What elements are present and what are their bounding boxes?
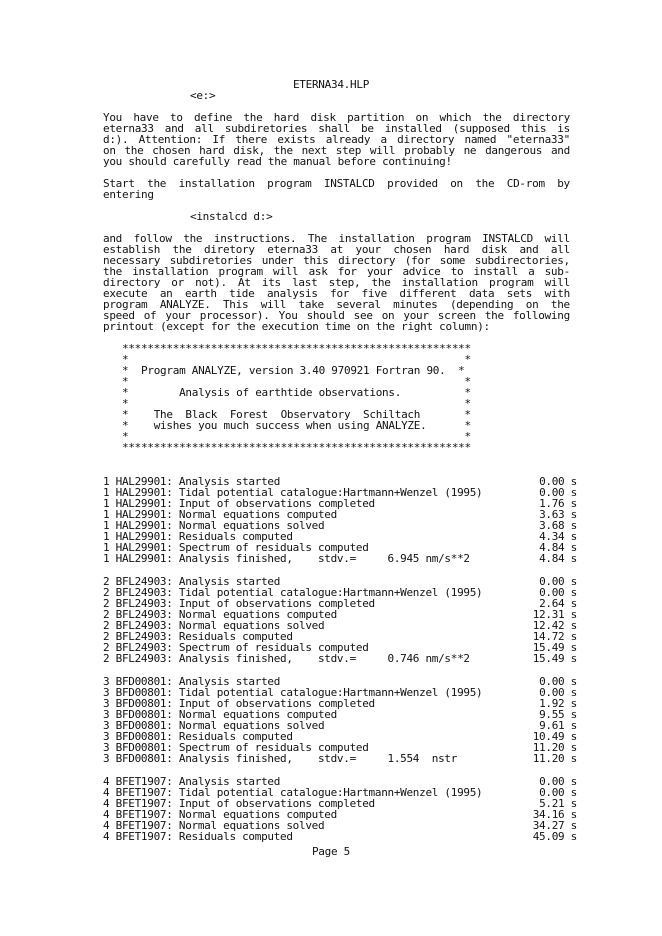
word: the [371,276,391,289]
log-message: 1 HAL29901: Analysis started [103,475,281,488]
word: see [353,309,373,322]
log-time: 15.49 s [532,652,577,665]
word: installation [178,177,255,190]
word: five [361,287,387,300]
word: installed [384,122,442,135]
log-time: 3.63 s [539,508,577,521]
log-time: 12.42 s [532,619,577,632]
word: "eterna33" [506,133,570,146]
word: step [335,144,362,157]
word: If [212,133,226,146]
word: execute [103,287,148,300]
log-message: 4 BFET1907: Analysis started [103,775,281,788]
word: the [484,309,504,322]
word: ne [463,144,477,157]
word: is [557,122,570,135]
word: minutes [393,298,438,311]
paragraph-partition-last-line: you should carefully read the manual before continuing! [103,155,452,168]
word: all [550,243,570,256]
word: the [482,111,502,124]
log-message: 3 BFD00801: Residuals computed [103,730,293,743]
word: diretory [204,243,255,256]
banner-line: * Program ANALYZE, version 3.40 970921 Fortran 90. * [122,364,465,377]
word: the [147,177,167,190]
log-time: 11.20 s [532,741,577,754]
word: will [544,232,570,245]
word: your [366,265,393,278]
word: and [103,232,123,245]
word: subdiretories [169,254,253,267]
word: which [439,111,472,124]
log-message: 4 BFET1907: Normal equations computed [103,808,337,821]
word: d:). [103,133,129,146]
banner-line: * * [122,430,471,443]
word: probably [404,144,455,157]
word: partition [347,111,405,124]
log-message: 4 BFET1907: Normal equations solved [103,819,325,832]
word: will [369,144,396,157]
log-time: 0.00 s [539,575,577,588]
word: the [124,144,144,157]
log-message: 4 BFET1907: Residuals computed [103,830,293,843]
word: (depending [449,298,514,311]
log-time: 4.84 s [539,541,577,554]
log-message: 1 HAL29901: Tidal potential catalogue:Hartmann+Wenzel (1995) [103,486,483,499]
word: for [337,265,357,278]
word: (supposed [452,122,510,135]
word: directory [103,276,161,289]
word: take [298,298,324,311]
word: the [243,111,263,124]
word: You [103,111,123,124]
log-time: 15.49 s [532,641,577,654]
log-time: 4.34 s [539,530,577,543]
word: by [557,177,570,190]
log-time: 0.00 s [539,586,577,599]
log-time: 2.64 s [539,597,577,610]
log-time: 0.00 s [539,486,577,499]
word: program [267,177,312,190]
paragraph-start-install-line [103,178,570,189]
log-time: 9.61 s [539,719,577,732]
banner-line: ******************************************************* [122,441,471,454]
word: named [464,133,497,146]
paragraph-start-install-last-line: entering [103,188,154,201]
word: and [550,144,570,157]
word: your [165,309,191,322]
word: installation [132,265,209,278]
log-message: 2 BFL24903: Analysis started [103,575,281,588]
word: Start [103,177,135,190]
word: provided [387,177,438,190]
word: eterna33 [267,243,318,256]
word: The [307,232,327,245]
banner-line: ******************************************************* [122,342,471,355]
word: the [103,265,123,278]
word: sub- [544,265,570,278]
word: this [303,254,329,267]
word: the [183,232,203,245]
word: next [301,144,327,157]
banner-line: * * [122,353,471,366]
word: processor). [199,309,270,322]
word: disk, [233,144,265,157]
log-time: 34.27 s [532,819,577,832]
word: advice [402,265,441,278]
word: Attention: [138,133,203,146]
log-time: 45.09 s [532,830,577,843]
word: analysis [266,287,318,300]
word: of [143,309,157,322]
word: several [336,298,381,311]
banner-line: * The Black Forest Observatory Schiltach * [122,408,471,421]
log-time: 14.72 s [532,630,577,643]
log-message: 3 BFD00801: Input of observations completed [103,697,375,710]
word: define [194,111,233,124]
word: exists [277,133,316,146]
word: ANALYZE. [159,298,211,311]
word: will [260,298,287,311]
word: the [475,177,495,190]
word: sets [506,287,533,300]
word: program [489,276,534,289]
word: dangerous [485,144,543,157]
word: should [306,309,345,322]
word: INSTALCD [482,232,533,245]
word: its [261,276,281,289]
log-message: 1 HAL29901: Analysis finished, stdv.= 6.945 nm/s**2 [103,552,470,565]
banner-line: * * [122,375,471,388]
word: hard [273,111,300,124]
word: follow [133,232,172,245]
word: your [355,243,381,256]
word: CD-rom [506,177,545,190]
word: installation [338,232,415,245]
log-time: 12.31 s [532,608,577,621]
log-message: 3 BFD00801: Analysis started [103,675,281,688]
word: on [450,177,463,190]
word: directory [397,133,455,146]
log-time: 0.00 s [539,675,577,688]
word: all [194,122,214,135]
log-message: 2 BFL24903: Input of observations completed [103,597,375,610]
word: step, [328,276,361,289]
word: earth [184,287,217,300]
word: installation [401,276,478,289]
word: data [468,287,495,300]
word: will [273,265,299,278]
word: subdiretories [224,122,308,135]
word: following [512,309,570,322]
word: or [171,276,184,289]
word: directory [338,254,396,267]
word: have [133,111,159,124]
word: some [439,254,466,267]
word: already [325,133,371,146]
word: a [380,133,387,146]
log-message: 2 BFL24903: Analysis finished, stdv.= 0.746 nm/s**2 [103,652,470,665]
word: on [415,111,429,124]
word: on [525,298,539,311]
word: disk [310,111,336,124]
log-time: 0.00 s [539,475,577,488]
page-number: Page 5 [311,845,351,858]
word: ask [308,265,328,278]
log-time: 11.20 s [532,752,577,765]
word: chosen [152,144,191,157]
word: not). [195,276,227,289]
log-message: 3 BFD00801: Tidal potential catalogue:Hartmann+Wenzel (1995) [103,686,483,699]
log-message: 1 HAL29901: Spectrum of residuals computed [103,541,369,554]
word: install [473,265,518,278]
word: program [426,232,471,245]
log-time: 0.00 s [539,686,577,699]
word: INSTALCD [323,177,375,190]
word: You [278,309,298,322]
log-message: 3 BFD00801: Normal equations computed [103,708,337,721]
word: last [292,276,318,289]
log-message: 3 BFD00801: Spectrum of residuals computed [103,741,369,754]
word: instructions. [213,232,297,245]
log-message: 1 HAL29901: Input of observations completed [103,497,375,510]
word: the [550,298,570,311]
word: tide [229,287,255,300]
word: with [544,287,570,300]
log-message: 2 BFL24903: Spectrum of residuals computed [103,641,369,654]
log-message: 4 BFET1907: Tidal potential catalogue:Hartmann+Wenzel (1995) [103,786,483,799]
banner-line: * * [122,397,471,410]
word: for [330,287,350,300]
document-title: ETERNA34.HLP [292,78,370,91]
word: the [172,243,192,256]
word: shall [318,122,350,135]
word: be [361,122,374,135]
log-message: 1 HAL29901: Normal equations computed [103,508,337,521]
word: screen [437,309,476,322]
log-message: 2 BFL24903: Normal equations computed [103,608,337,621]
word: to [450,265,464,278]
word: (for [404,254,431,267]
log-time: 5.21 s [539,797,577,810]
word: program [218,265,263,278]
log-message: 3 BFD00801: Analysis finished, stdv.= 1.554 nstr [103,752,458,765]
word: hard [199,144,225,157]
word: there [235,133,268,146]
log-time: 4.84 s [539,552,577,565]
word: directory [512,111,570,124]
log-time: 9.55 s [539,708,577,721]
word: to [170,111,183,124]
log-message: 2 BFL24903: Tidal potential catalogue:Hartmann+Wenzel (1995) [103,586,483,599]
word: on [381,309,395,322]
log-message: 2 BFL24903: Residuals computed [103,630,293,643]
log-message: 1 HAL29901: Normal equations solved [103,519,325,532]
word: this [520,122,547,135]
log-time: 1.76 s [539,497,577,510]
log-time: 34.16 s [532,808,577,821]
word: a [528,265,535,278]
install-command: <instalcd d:> [190,210,273,223]
log-time: 10.49 s [532,730,577,743]
word: will [544,276,570,289]
header-fragment: <e:> [190,89,216,102]
word: necessary [103,254,161,267]
log-time: 0.00 s [539,786,577,799]
word: under [261,254,294,267]
log-message: 1 HAL29901: Residuals computed [103,530,293,543]
word: hard [443,243,470,256]
word: at [330,243,344,256]
word: program [103,298,148,311]
log-time: 1.92 s [539,697,577,710]
log-message: 2 BFL24903: Normal equations solved [103,619,325,632]
log-time: 3.68 s [539,519,577,532]
paragraph-instructions-last-line: printout (except for the execution time on the right column): [103,320,490,333]
word: establish [103,243,161,256]
word: the [273,144,293,157]
word: and [519,243,539,256]
log-message: 4 BFET1907: Input of observations completed [103,797,375,810]
banner-line: * wishes you much success when using ANALYZE. * [122,419,471,432]
word: disk [481,243,507,256]
word: speed [103,309,135,322]
word: your [403,309,429,322]
word: subdirectories, [474,254,570,267]
word: and [164,122,184,135]
word: different [399,287,457,300]
word: on [103,144,116,157]
word: eterna33 [103,122,154,135]
word: This [222,298,249,311]
log-message: 3 BFD00801: Normal equations solved [103,719,325,732]
banner-line: * Analysis of earthtide observations. * [122,386,471,399]
word: At [238,276,251,289]
log-time: 0.00 s [539,775,577,788]
word: an [159,287,173,300]
word: chosen [393,243,432,256]
